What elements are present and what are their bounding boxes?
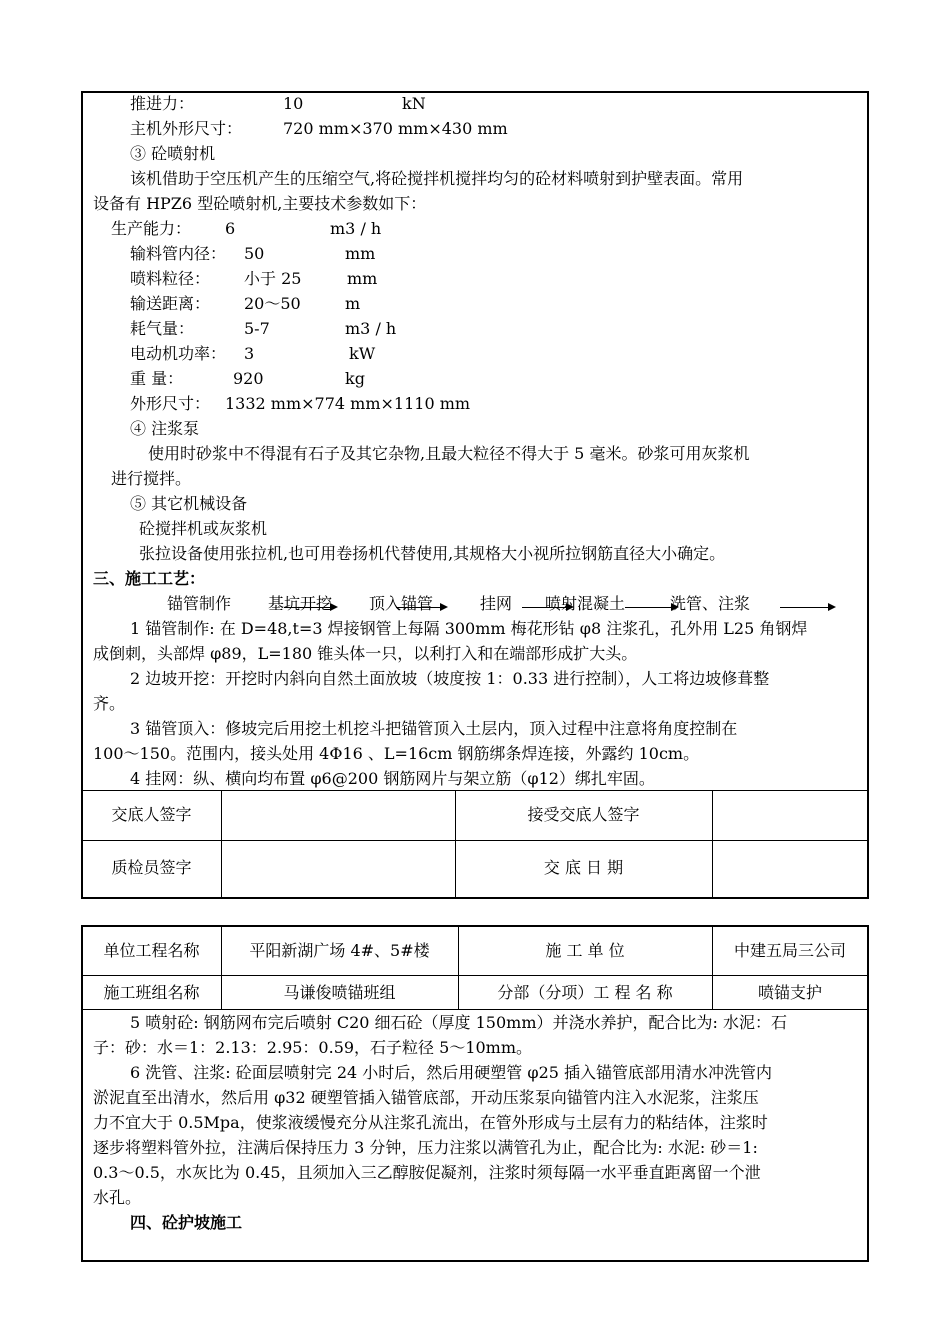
- item5-line-1: 砼搅拌机或灰浆机: [139, 519, 268, 538]
- item4-desc-cont: 进行搅拌。: [111, 469, 192, 488]
- para-3-cont: 100～150。范围内，接头处用 4Φ16 、L=16cm 钢筋绑条焊连接，外露约 10cm。: [93, 744, 700, 763]
- para-6-cont-4: 0.3～0.5，水灰比为 0.45，且须加入三乙醇胺促凝剂，注浆时须每隔一水平垂直距离留一个泄: [93, 1163, 761, 1182]
- para-6-cont-5: 水孔。: [93, 1188, 142, 1207]
- team-name-value: 马谦俊喷锚班组: [283, 983, 396, 1002]
- team-name-label: 施工班组名称: [103, 983, 200, 1002]
- spec-power-value: 3: [244, 344, 255, 363]
- para-2-cont: 齐。: [93, 694, 126, 713]
- flow-arrow-icon: [284, 607, 336, 608]
- project-name-value: 平阳新湖广场 4#、5#楼: [249, 941, 430, 960]
- spec-size-label: 主机外形尺寸：: [130, 119, 243, 138]
- spec-grain-unit: mm: [347, 269, 378, 288]
- divider: [712, 790, 713, 897]
- spec-capacity-value: 6: [225, 219, 236, 238]
- flow-step-2: 基坑开挖: [268, 594, 333, 613]
- spec-thrust-unit: kN: [402, 94, 426, 113]
- item3-desc-cont: 设备有 HPZ6 型砼喷射机,主要技术参数如下：: [93, 194, 427, 213]
- spec-power-label: 电动机功率：: [130, 344, 227, 363]
- spec-distance-value: 20～50: [244, 294, 301, 313]
- para-4: 4 挂网：纵、横向均布置 φ6@200 钢筋网片与架立筋（φ12）绑扎牢固。: [130, 769, 655, 788]
- para-5: 5 喷射砼: 钢筋网布完后喷射 C20 细石砼（厚度 150mm）并浇水养护，配合比为: 水泥：石: [130, 1013, 787, 1032]
- spec-grain-value: 小于 25: [244, 269, 302, 288]
- flow-step-4: 挂网: [480, 594, 513, 613]
- handover-signature-field[interactable]: [223, 792, 454, 839]
- divider: [82, 790, 868, 791]
- spec-pipe-unit: mm: [345, 244, 376, 263]
- divider: [82, 840, 868, 841]
- project-name-label: 单位工程名称: [103, 941, 200, 960]
- spec-weight-value: 920: [233, 369, 264, 388]
- spec-weight-unit: kg: [345, 369, 365, 388]
- spec-air-unit: m3 / h: [345, 319, 397, 338]
- construction-unit-value: 中建五局三公司: [733, 941, 846, 960]
- handover-date-label: 交 底 日 期: [543, 858, 624, 877]
- flow-arrow-icon: [625, 607, 677, 608]
- para-6-cont-1: 淤泥直至出清水，然后用 φ32 硬塑管插入锚管底部，开动压浆泵向锚管内注入水泥浆，注浆压: [93, 1088, 759, 1107]
- flow-step-1: 锚管制作: [167, 594, 232, 613]
- handover-date-field[interactable]: [714, 842, 867, 896]
- qc-signature-label: 质检员签字: [111, 858, 192, 877]
- para-1: 1 锚管制作: 在 D=48,t=3 焊接钢管上每隔 300mm 梅花形钻 φ8 注浆孔，孔外用 L25 角钢焊: [130, 619, 808, 638]
- sub-project-label: 分部（分项）工 程 名 称: [497, 983, 673, 1002]
- construction-unit-label: 施 工 单 位: [545, 941, 625, 960]
- item5-title: ⑤ 其它机械设备: [130, 494, 248, 513]
- spec-dimensions-label: 外形尺寸：: [130, 394, 211, 413]
- spec-thrust-label: 推进力：: [130, 94, 195, 113]
- flow-arrow-icon: [522, 607, 572, 608]
- item3-desc: 该机借助于空压机产生的压缩空气,将砼搅拌机搅拌均匀的砼材料喷射到护壁表面。常用: [130, 169, 744, 188]
- spec-capacity-unit: m3 / h: [330, 219, 382, 238]
- spec-capacity-label: 生产能力：: [111, 219, 192, 238]
- para-2: 2 边坡开挖：开挖时内斜向自然土面放坡（坡度按 1：0.33 进行控制），人工将边坡修葺整: [130, 669, 770, 688]
- flow-step-3: 顶入锚管: [369, 594, 434, 613]
- receiver-signature-field[interactable]: [714, 792, 867, 839]
- flow-arrow-icon: [396, 607, 446, 608]
- item3-title: ③ 砼喷射机: [130, 144, 216, 163]
- section3-title: 三、施工工艺：: [93, 569, 206, 588]
- flow-arrow-icon: [780, 607, 834, 608]
- para-3: 3 锚管顶入：修坡完后用挖土机挖斗把锚管顶入土层内，顶入过程中注意将角度控制在: [130, 719, 738, 738]
- item4-desc: 使用时砂浆中不得混有石子及其它杂物,且最大粒径不得大于 5 毫米。砂浆可用灰浆机: [148, 444, 750, 463]
- divider: [82, 1009, 868, 1010]
- para-5-cont: 子：砂：水＝1：2.13：2.95：0.59，石子粒径 5～10mm。: [93, 1038, 533, 1057]
- spec-distance-label: 输送距离：: [130, 294, 211, 313]
- para-1-cont: 成倒刺，头部焊 φ89，L=180 锥头体一只，以利打入和在端部形成扩大头。: [93, 644, 638, 663]
- handover-signature-label: 交底人签字: [111, 805, 192, 824]
- receiver-signature-label: 接受交底人签字: [527, 805, 640, 824]
- flow-step-5: 喷射混凝土: [545, 594, 626, 613]
- spec-air-value: 5-7: [244, 319, 270, 338]
- item4-title: ④ 注浆泵: [130, 419, 200, 438]
- divider: [82, 975, 868, 976]
- section4-title: 四、砼护坡施工: [130, 1213, 243, 1232]
- spec-dimensions-value: 1332 mm×774 mm×1110 mm: [225, 394, 471, 413]
- flow-step-6: 洗管、注浆: [670, 594, 751, 613]
- spec-power-unit: kW: [349, 344, 376, 363]
- spec-pipe-label: 输料管内径：: [130, 244, 227, 263]
- spec-grain-label: 喷料粒径：: [130, 269, 211, 288]
- para-6-cont-2: 力不宜大于 0.5Mpa，使浆液缓慢充分从注浆孔流出，在管外形成与土层有力的粘结体，注浆时: [93, 1113, 768, 1132]
- para-6: 6 洗管、注浆: 砼面层喷射完 24 小时后，然后用硬塑管 φ25 插入锚管底部用清水冲洗管内: [130, 1063, 773, 1082]
- sub-project-value: 喷锚支护: [757, 983, 822, 1002]
- divider: [221, 790, 222, 897]
- item5-line-2: 张拉设备使用张拉机,也可用卷扬机代替使用,其规格大小视所拉钢筋直径大小确定。: [139, 544, 726, 563]
- spec-weight-label: 重 量：: [130, 369, 184, 388]
- spec-pipe-value: 50: [244, 244, 265, 263]
- qc-signature-field[interactable]: [223, 842, 454, 896]
- spec-size-value: 720 mm×370 mm×430 mm: [283, 119, 508, 138]
- para-6-cont-3: 逐步将塑料管外拉，注满后保持压力 3 分钟，压力注浆以满管孔为止，配合比为: 水泥: 砂＝1:: [93, 1138, 758, 1157]
- spec-thrust-value: 10: [283, 94, 304, 113]
- spec-air-label: 耗气量：: [130, 319, 195, 338]
- spec-distance-unit: m: [345, 294, 361, 313]
